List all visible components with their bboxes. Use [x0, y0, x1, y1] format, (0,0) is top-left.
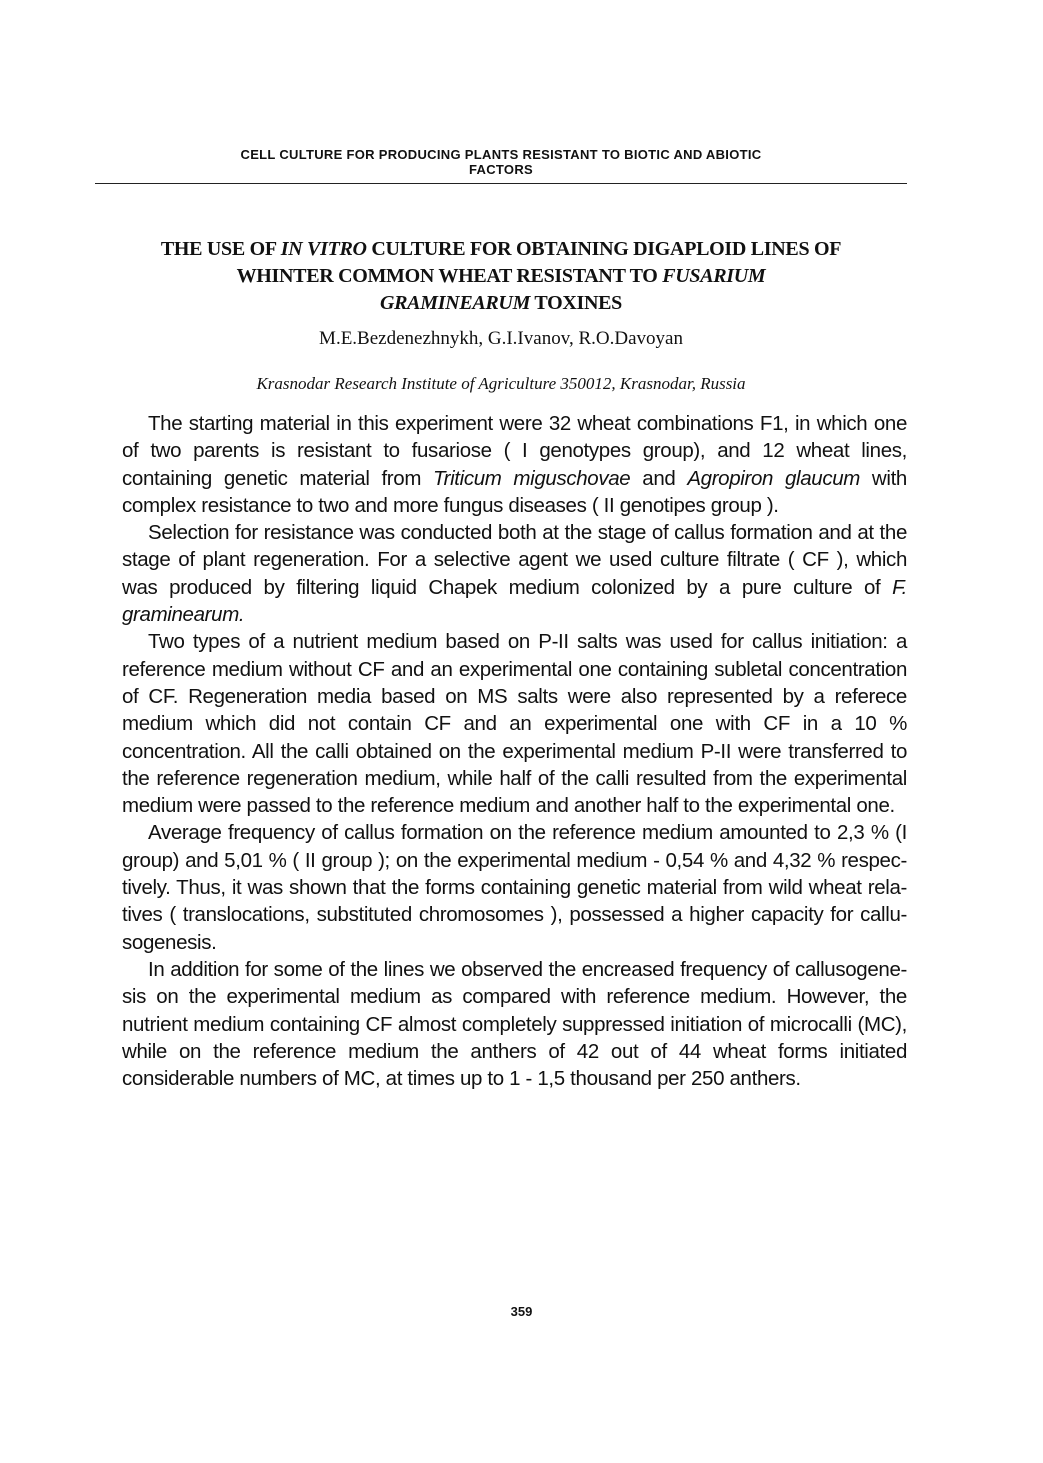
title-line-1: THE USE OF IN VITRO CULTURE FOR OBTAINING DIGAPLOID LINES OF — [160, 238, 842, 260]
paragraph-4: Average frequency of callus formation on the reference medium amounted to 2,3 % (I group) and 5,01 % ( II group ); on the experimental medium - 0,54 % and 4,32 % respec-tively. Thus, it was shown that the forms containing genetic material from wild wheat rela-tives ( translocations, substituted chromosomes ), possessed a higher capacity for callu-sogenesis. — [122, 821, 907, 954]
title-line-2: WHINTER COMMON WHEAT RESISTANT TO FUSARIUM — [236, 265, 766, 287]
running-head — [95, 147, 907, 177]
paragraph-5: In addition for some of the lines we observed the encreased frequency of callusogene-sis on the experimental medium as compared with reference medium. However, the nutrient medium containing CF almost completely suppressed initiation of microcalli (MC), while on the reference medium the anthers of 42 out of 44 wheat forms initiated considerable numbers of MC, at times up to 1 - 1,5 thousand per 250 anthers. — [122, 957, 907, 1091]
paragraph-2: Selection for resistance was conducted both at the stage of callus formation and at the stage of plant regeneration. For a selective agent we used culture filtrate ( CF ), which was produced by filtering liquid Chapek medium colonized by a pure culture of F. graminearum. — [122, 521, 907, 627]
affiliation: Krasnodar Research Institute of Agriculture 350012, Krasnodar, Russia — [256, 374, 746, 393]
article-body — [122, 410, 907, 1092]
running-head-line-1: CELL CULTURE FOR PRODUCING PLANTS RESISTANT TO BIOTIC AND ABIOTIC — [240, 147, 762, 162]
running-head-line-2: FACTORS — [469, 162, 533, 177]
header-rule — [95, 183, 907, 184]
title-line-3: GRAMINEARUM TOXINES — [379, 292, 622, 314]
paragraph-1: The starting material in this experiment were 32 wheat combinations F1, in which one of two parents is resistant to fusariose ( I genotypes group), and 12 wheat lines, containing genetic material from Triticum miguschovae and Agropiron glaucum with complex resistance to two and more fungus diseases ( II genotipes group ). — [122, 412, 907, 517]
authors: M.E.Bezdenezhnykh, G.I.Ivanov, R.O.Davoyan — [319, 328, 683, 349]
paragraph-3: Two types of a nutrient medium based on P-II salts was used for callus initiation: a reference medium without CF and an experimental one containing subletal concentration of CF. Regeneration media based on MS salts were also represented by a referece medium which did not contain CF and an experimental one with CF in a 10 % concentration. All the calli obtained on the experimental medium P-II were transferred to the reference regeneration medium, while half of the calli resulted from the experimental medium were passed to the reference medium and another half to the experimental one. — [122, 630, 907, 818]
page-number: 359 — [510, 1304, 533, 1319]
article-title — [95, 236, 907, 317]
